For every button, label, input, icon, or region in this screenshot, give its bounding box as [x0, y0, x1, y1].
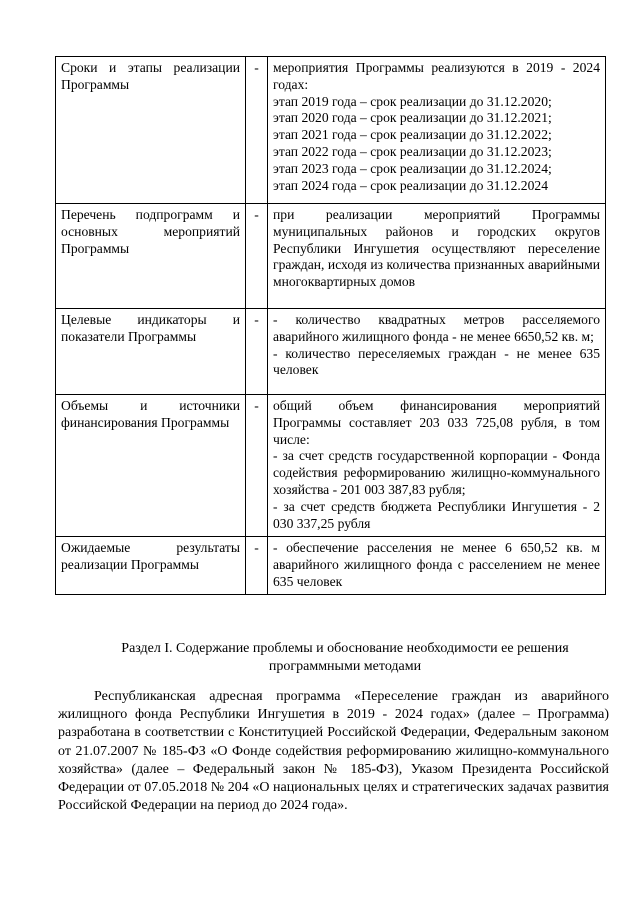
row-dash: - — [246, 395, 268, 537]
body-paragraph: Республиканская адресная программа «Переселение граждан из аварийного жилищного фонда Республики Ингушетия в 2019 - 2024 годах» (далее – Программа) разработана в соответствии с Конституцией Российской Федерации, Федеральным законом от 21.07.2007 № 185-ФЗ «О Фонде содействия реформированию жилищно-коммунального хозяйства» (далее – Федеральный закон № 185-ФЗ), Указом Президента Российской Федерации от 07.05.2018 № 204 «О национальных целях и стратегических задачах развития Российской Федерации на период до 2024 года». — [58, 689, 609, 814]
row-dash: - — [246, 57, 268, 204]
value-line: при реализации мероприятий Программы муниципальных районов и городских округов Республики Ингушетия осуществляют переселение граждан, исходя из количества признанных аварийными многоквартирных домов — [273, 207, 600, 290]
value-line: мероприятия Программы реализуются в 2019 - 2024 годах: — [273, 60, 600, 92]
row-label: Целевые индикаторы и показатели Программы — [56, 309, 246, 395]
row-label: Ожидаемые результаты реализации Программы — [56, 537, 246, 595]
row-label: Перечень подпрограмм и основных мероприятий Программы — [56, 204, 246, 309]
program-passport-table — [55, 56, 606, 595]
value-line: этап 2020 года – срок реализации до 31.12.2021; — [273, 110, 552, 126]
section-title: Раздел I. Содержание проблемы и обоснование необходимости ее решения программными методами — [121, 641, 569, 674]
table-row — [56, 537, 606, 595]
value-line: - за счет средств государственной корпорации - Фонда содействия реформированию жилищно-коммунального хозяйства - 201 003 387,83 рубля; — [273, 448, 600, 497]
value-line: этап 2023 года – срок реализации до 31.12.2024; — [273, 160, 552, 176]
row-value — [268, 204, 606, 309]
table-row — [56, 395, 606, 537]
row-label: Объемы и источники финансирования Программы — [56, 395, 246, 537]
row-value — [268, 537, 606, 595]
row-dash: - — [246, 309, 268, 395]
value-line: - количество квадратных метров расселяемого аварийного жилищного фонда - не менее 6650,52 кв. м; — [273, 312, 600, 344]
value-line: этап 2019 года – срок реализации до 31.12.2020; — [273, 93, 552, 109]
table-row — [56, 57, 606, 204]
row-value — [268, 309, 606, 395]
row-dash: - — [246, 204, 268, 309]
value-line: этап 2022 года – срок реализации до 31.12.2023; — [273, 143, 552, 159]
value-line: - обеспечение расселения не менее 6 650,52 кв. м аварийного жилищного фонда с расселением не менее 635 человек — [273, 540, 600, 589]
row-label: Сроки и этапы реализации Программы — [56, 57, 246, 204]
value-line: - количество переселяемых граждан - не менее 635 человек — [273, 345, 600, 378]
value-line: этап 2021 года – срок реализации до 31.12.2022; — [273, 127, 552, 143]
table-row — [56, 309, 606, 395]
table-row — [56, 204, 606, 309]
row-dash: - — [246, 537, 268, 595]
row-value — [268, 57, 606, 204]
value-line: этап 2024 года – срок реализации до 31.12.2024 — [273, 177, 548, 193]
value-line: - за счет средств бюджета Республики Ингушетия - 2 030 337,25 рубля — [273, 498, 600, 531]
row-value — [268, 395, 606, 537]
value-line: общий объем финансирования мероприятий Программы составляет 203 033 725,08 рубля, в том числе: — [273, 398, 600, 447]
